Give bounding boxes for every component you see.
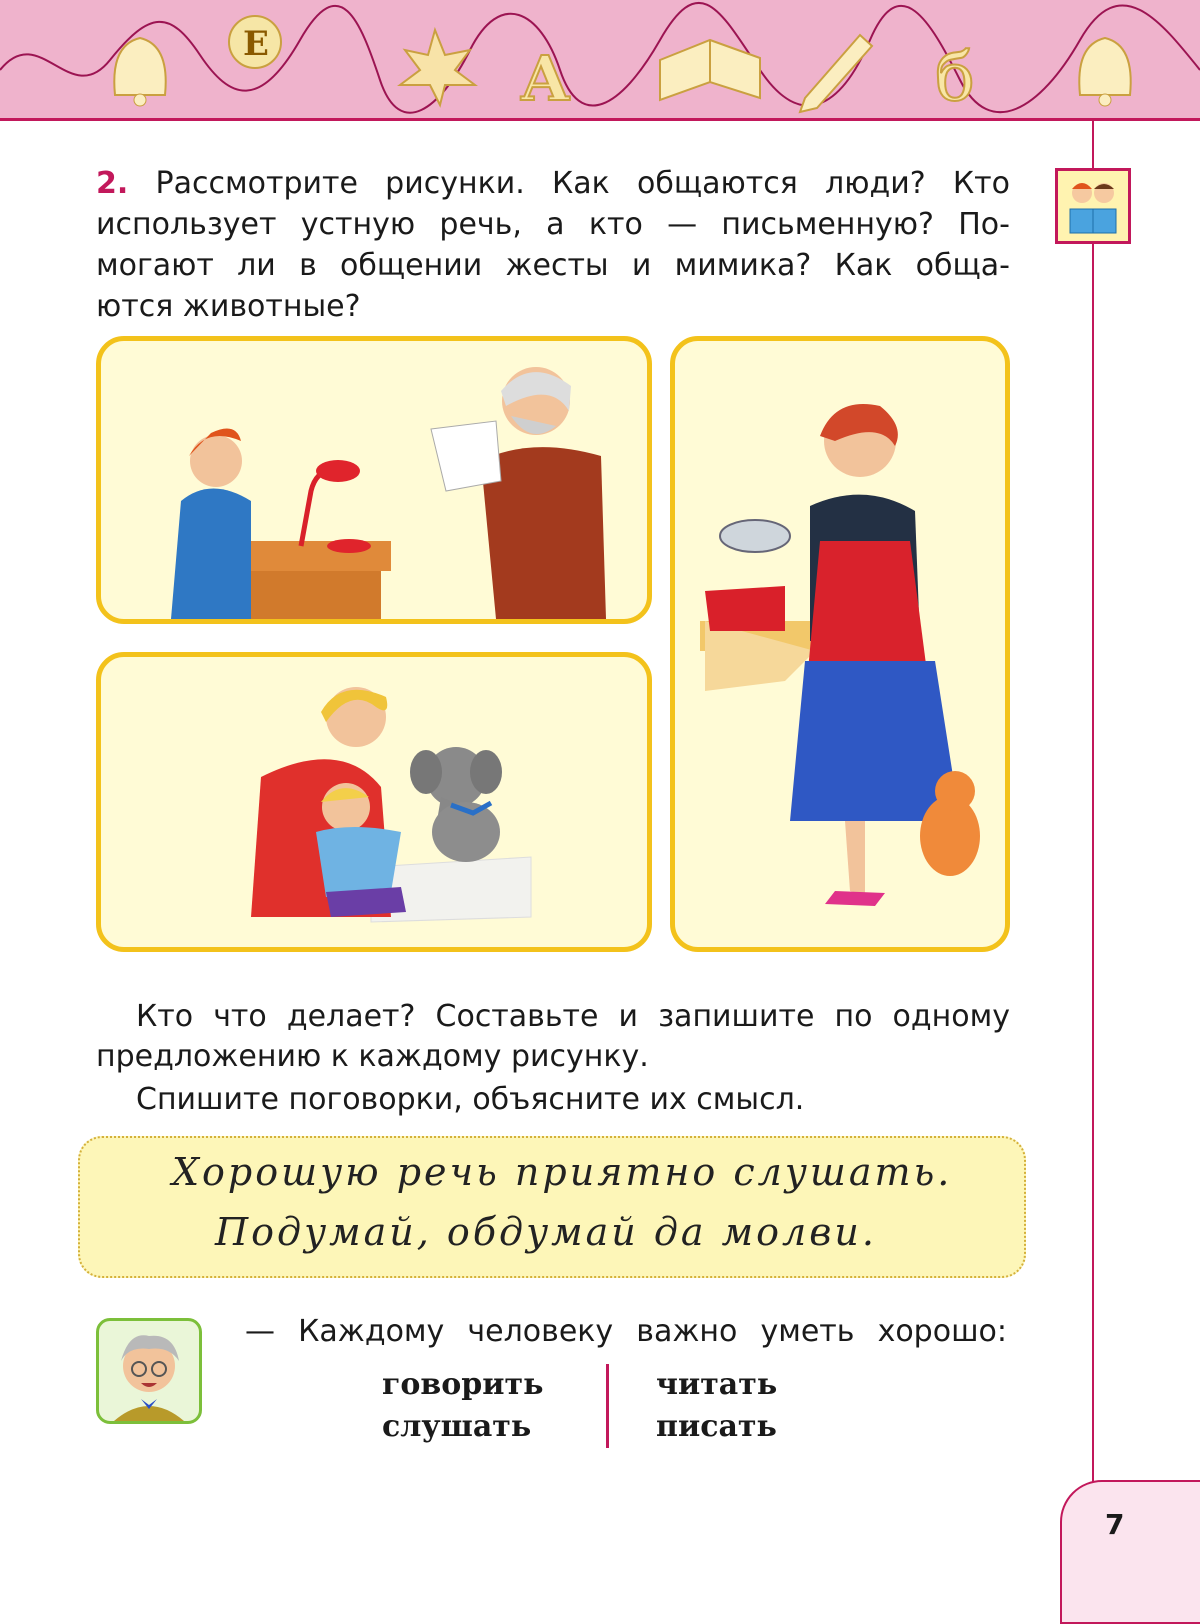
page-number: 7 — [1105, 1508, 1125, 1541]
skills-left-column — [382, 1364, 543, 1448]
skill-write: писать — [656, 1409, 777, 1444]
proverbs-box — [78, 1136, 1026, 1278]
instruction-line: Спишите поговорки, объясните их смысл. — [136, 1082, 805, 1117]
decorative-header — [0, 0, 1200, 121]
proverb-1: Хорошую речь приятно слушать. — [172, 1150, 953, 1194]
question-line-1: Кто что делает? Составьте и запишите по одному — [136, 999, 1010, 1034]
letter-b-icon — [935, 39, 975, 116]
margin-rule — [1092, 118, 1094, 1488]
bell-icon — [114, 38, 165, 106]
skill-speak: говорить — [382, 1367, 544, 1402]
task-line-1 — [96, 163, 1010, 204]
skills-divider — [606, 1364, 609, 1448]
task-line-3: могают ли в общении жесты и мимика? Как обща- — [96, 248, 1010, 283]
task-line-2: использует устную речь, а кто — письменную? По- — [96, 207, 1010, 242]
teacher-avatar — [96, 1318, 202, 1424]
illustration-woman-cooking-cat — [670, 336, 1010, 952]
reading-children-icon — [1055, 168, 1131, 244]
letter-e: Е — [243, 24, 269, 64]
teacher-speech: — Каждому человеку важно уметь хорошо: — [245, 1314, 1007, 1349]
letter-a-icon — [520, 42, 571, 115]
pencil-icon — [800, 35, 872, 112]
skill-listen: слушать — [382, 1409, 532, 1444]
task-2-text — [96, 163, 1010, 327]
maple-leaf-icon — [400, 30, 475, 105]
illustration-girl-writing-grandfather-reading — [96, 336, 652, 624]
task-line-4: ются животные? — [96, 289, 361, 324]
bell-icon — [1079, 38, 1130, 106]
skills-right-column — [656, 1364, 777, 1448]
letter-a: А — [520, 42, 571, 115]
skill-read: читать — [656, 1367, 778, 1402]
page-number-tab — [1060, 1480, 1200, 1624]
header-ornament — [0, 0, 1200, 118]
task-number: 2. — [96, 166, 129, 201]
illustration-mother-child-elephant — [96, 652, 652, 952]
question-paragraph — [96, 997, 1010, 1077]
task-line-1-text: Рассмотрите рисунки. Как общаются люди? Кто — [155, 166, 1010, 201]
letter-b: б — [935, 39, 975, 116]
proverb-2: Подумай, обдумай да молви. — [215, 1210, 877, 1254]
letter-e-icon — [229, 16, 281, 68]
question-line-2: предложению к каждому рисунку. — [96, 1039, 649, 1074]
